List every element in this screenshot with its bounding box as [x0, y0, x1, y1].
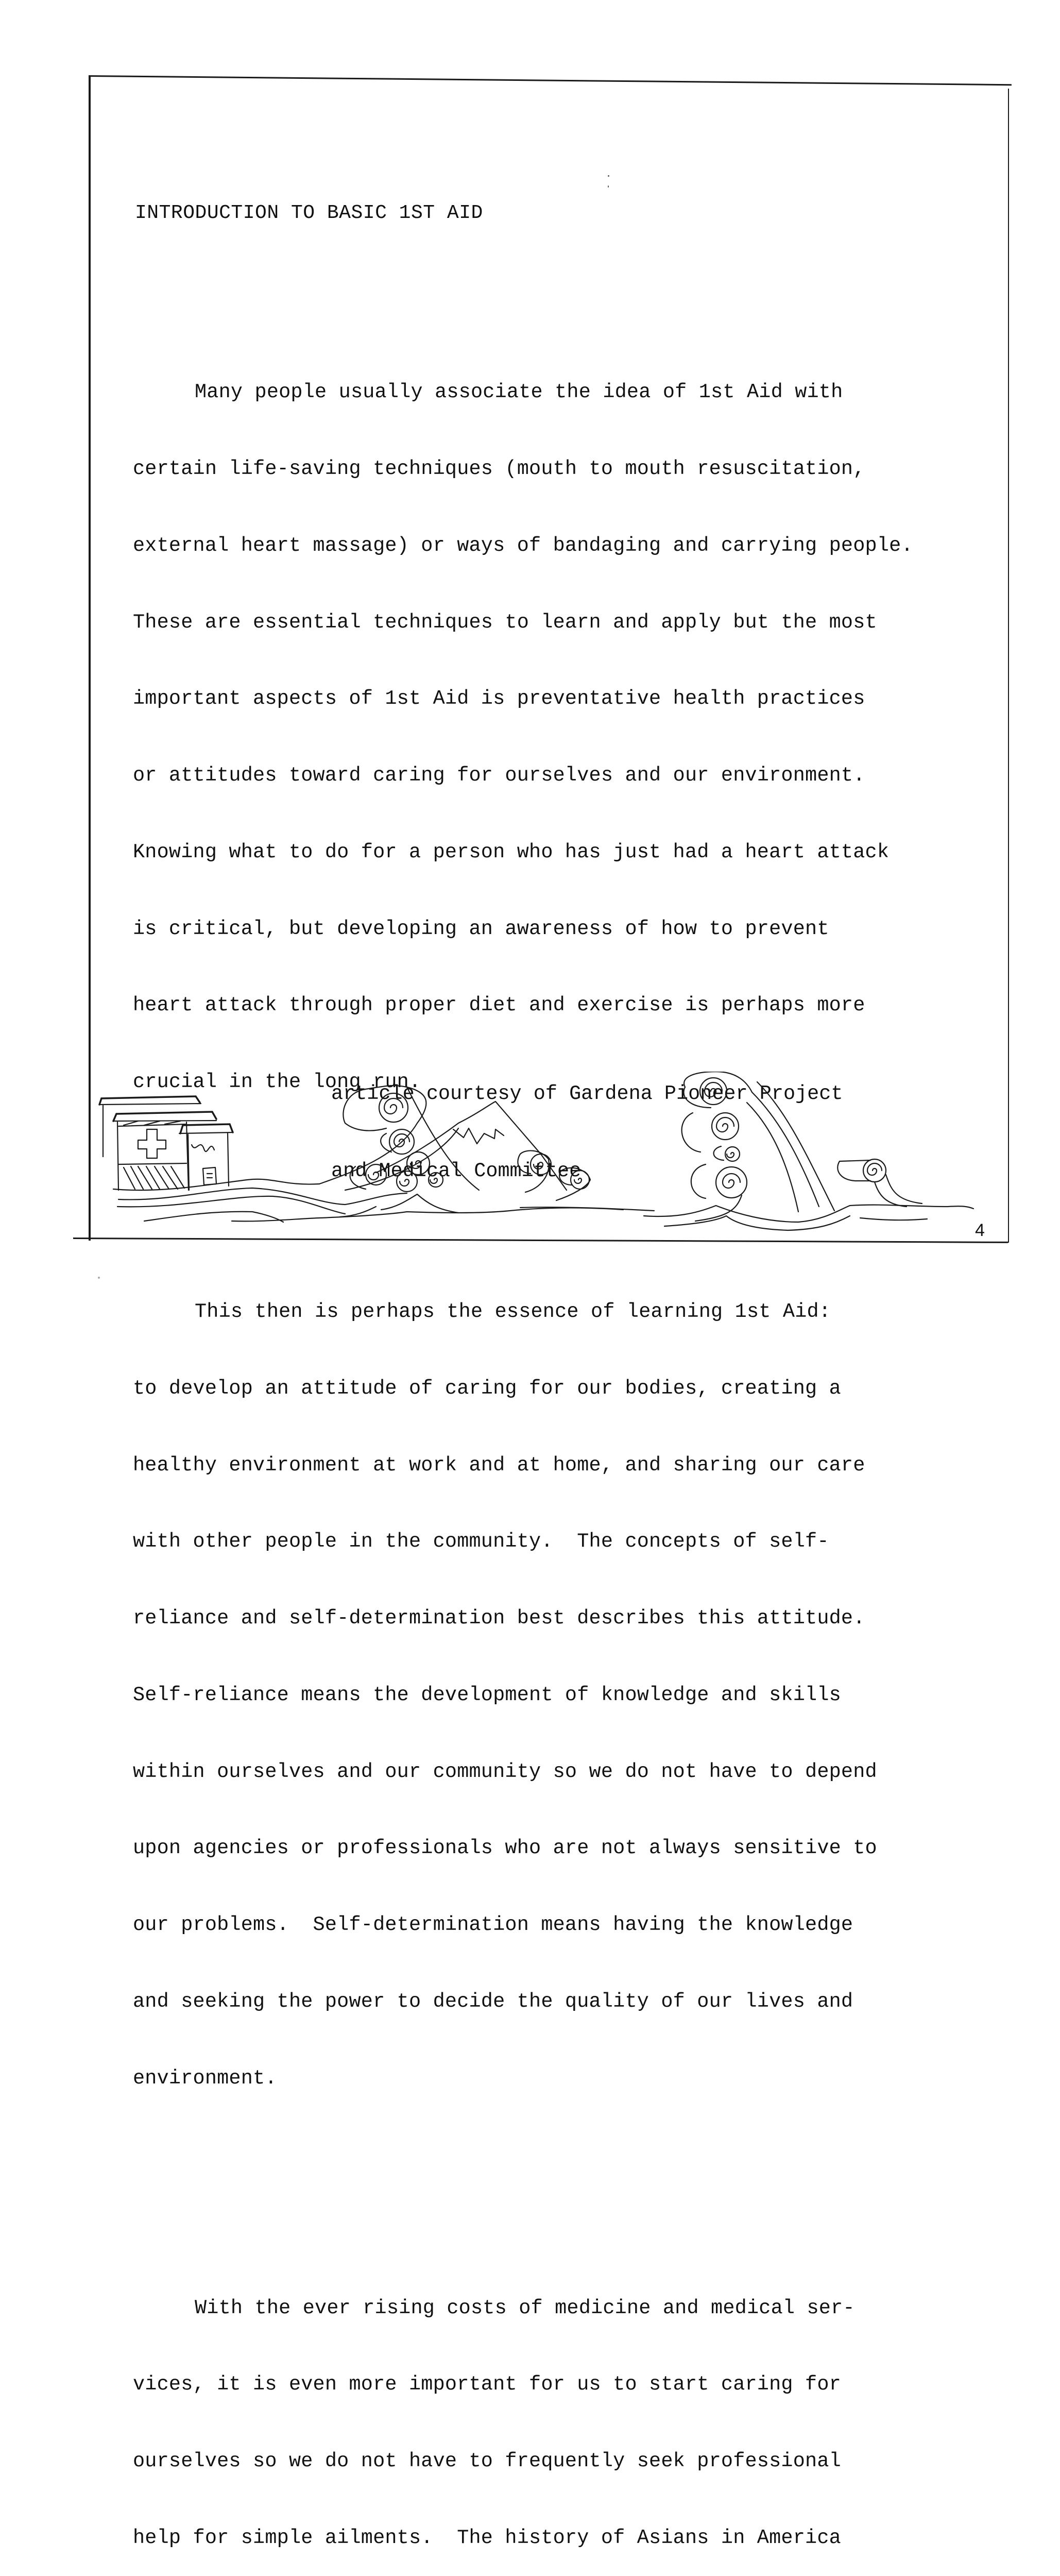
- text-line: vices, it is even more important for us to start caring for: [133, 2373, 841, 2396]
- curling-wave-middle: [518, 1150, 590, 1200]
- curling-wave-right: [682, 1072, 834, 1221]
- paragraph-1: [133, 329, 988, 1146]
- text-line: Many people usually associate the idea of 1st Aid with: [195, 381, 843, 404]
- text-line: help for simple ailments. The history of Asians in America: [133, 2526, 841, 2549]
- attribution-line: and Medical Committee: [331, 1160, 582, 1182]
- attribution-line: article courtesy of Gardena Pioneer Project: [331, 1082, 843, 1105]
- page-border-left: [89, 75, 91, 1241]
- text-line: crucial in the long run.: [133, 1071, 421, 1094]
- text-line: With the ever rising costs of medicine and medical ser-: [195, 2296, 855, 2319]
- text-line: within ourselves and our community so we do not have to depend: [133, 1760, 877, 1783]
- text-line: or attitudes toward caring for ourselves and our environment.: [133, 764, 865, 787]
- first-aid-building-icon: [99, 1096, 233, 1190]
- text-line: Knowing what to do for a person who has just had a heart attack: [133, 840, 890, 863]
- page-border-right: [1008, 89, 1009, 1243]
- scan-speck: [98, 1277, 100, 1279]
- text-line: healthy environment at work and at home, and sharing our care: [133, 1453, 865, 1477]
- text-line: our problems. Self-determination means having the knowledge: [133, 1913, 853, 1937]
- text-line: to develop an attitude of caring for our bodies, creating a: [133, 1377, 841, 1400]
- illustration-svg: [77, 1072, 1010, 1236]
- text-line: with other people in the community. The concepts of self-: [133, 1530, 829, 1553]
- mountain-fuji: [376, 1101, 567, 1190]
- text-line: upon agencies or professionals who are not always sensitive to: [133, 1837, 877, 1860]
- scan-speck: [608, 185, 609, 188]
- text-line: reliance and self-determination best describes this attitude.: [133, 1607, 865, 1630]
- sea-waves: [113, 1179, 973, 1230]
- text-line: heart attack through proper diet and exercise is perhaps more: [133, 994, 865, 1017]
- curling-wave-far-right: [837, 1159, 922, 1207]
- text-line: Self-reliance means the development of knowledge and skills: [133, 1683, 841, 1706]
- text-line: is critical, but developing an awareness of how to prevent: [133, 917, 829, 940]
- text-line: and seeking the power to decide the quality of our lives and: [133, 1990, 853, 2013]
- wave-scene-illustration: [77, 1072, 1010, 1236]
- page-number: 4: [975, 1221, 985, 1240]
- paragraph-2: [133, 1248, 988, 2143]
- article-body: [133, 149, 988, 2576]
- text-line: ourselves so we do not have to frequently seek professional: [133, 2450, 841, 2473]
- scan-speck: [608, 175, 609, 177]
- text-line: environment.: [133, 2066, 277, 2090]
- text-line: This then is perhaps the essence of learning 1st Aid:: [195, 1300, 831, 1323]
- curling-wave-left: [319, 1086, 479, 1192]
- page-border-top: [89, 75, 1012, 86]
- page-title: INTRODUCTION TO BASIC 1ST AID: [135, 202, 483, 225]
- text-line: certain life-saving techniques (mouth to mouth resuscitation,: [133, 457, 865, 480]
- paragraph-3: [133, 2244, 988, 2576]
- text-line: These are essential techniques to learn and apply but the most: [133, 611, 877, 634]
- text-line: external heart massage) or ways of bandaging and carrying people.: [133, 534, 913, 557]
- text-line: important aspects of 1st Aid is preventative health practices: [133, 687, 865, 710]
